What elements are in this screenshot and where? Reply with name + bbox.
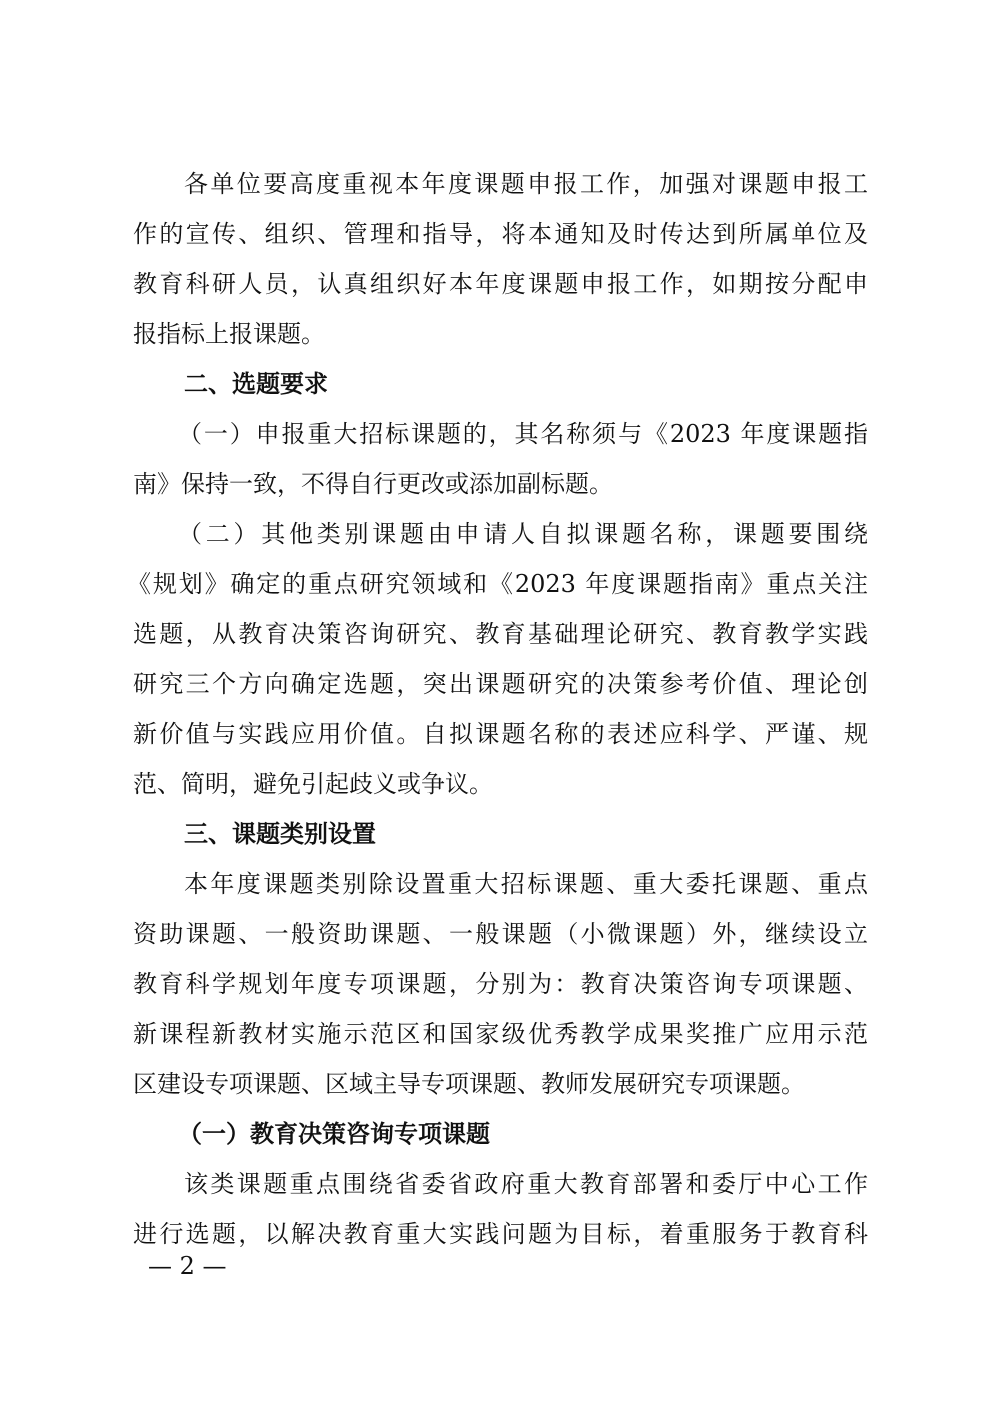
paragraph-line: 选题，从教育决策咨询研究、教育基础理论研究、教育教学实践	[133, 620, 868, 648]
page-number: — 2 —	[148, 1252, 227, 1280]
paragraph-line: 范、简明，避免引起歧义或争议。	[133, 770, 493, 798]
paragraph-line: 报指标上报课题。	[133, 320, 325, 348]
section-heading: 三、课题类别设置	[184, 820, 376, 848]
paragraph-line: 各单位要高度重视本年度课题申报工作，加强对课题申报工	[184, 170, 868, 198]
paragraph-line: 研究三个方向确定选题，突出课题研究的决策参考价值、理论创	[133, 670, 868, 698]
paragraph-line: 作的宣传、组织、管理和指导，将本通知及时传达到所属单位及	[133, 220, 868, 248]
paragraph-line: 《规划》确定的重点研究领域和《2023 年度课题指南》重点关注	[127, 570, 868, 598]
paragraph-line: （一）申报重大招标课题的，其名称须与《2023 年度课题指	[178, 420, 868, 448]
paragraph-line: 资助课题、一般资助课题、一般课题（小微课题）外，继续设立	[133, 920, 868, 948]
paragraph-line: 进行选题，以解决教育重大实践问题为目标，着重服务于教育科	[133, 1220, 868, 1248]
section-heading: 二、选题要求	[184, 370, 328, 398]
paragraph-line: （二）其他类别课题由申请人自拟课题名称，课题要围绕	[178, 520, 868, 548]
paragraph-line: 区建设专项课题、区域主导专项课题、教师发展研究专项课题。	[133, 1070, 805, 1098]
paragraph-line: 本年度课题类别除设置重大招标课题、重大委托课题、重点	[184, 870, 868, 898]
paragraph-line: 新课程新教材实施示范区和国家级优秀教学成果奖推广应用示范	[133, 1020, 868, 1048]
paragraph-line: 南》保持一致，不得自行更改或添加副标题。	[133, 470, 613, 498]
paragraph-line: 该类课题重点围绕省委省政府重大教育部署和委厅中心工作	[184, 1170, 868, 1198]
paragraph-line: 教育科学规划年度专项课题，分别为：教育决策咨询专项课题、	[133, 970, 868, 998]
subsection-heading: （一）教育决策咨询专项课题	[178, 1119, 490, 1148]
paragraph-line: 新价值与实践应用价值。自拟课题名称的表述应科学、严谨、规	[133, 720, 868, 748]
paragraph-line: 教育科研人员，认真组织好本年度课题申报工作，如期按分配申	[133, 270, 868, 298]
